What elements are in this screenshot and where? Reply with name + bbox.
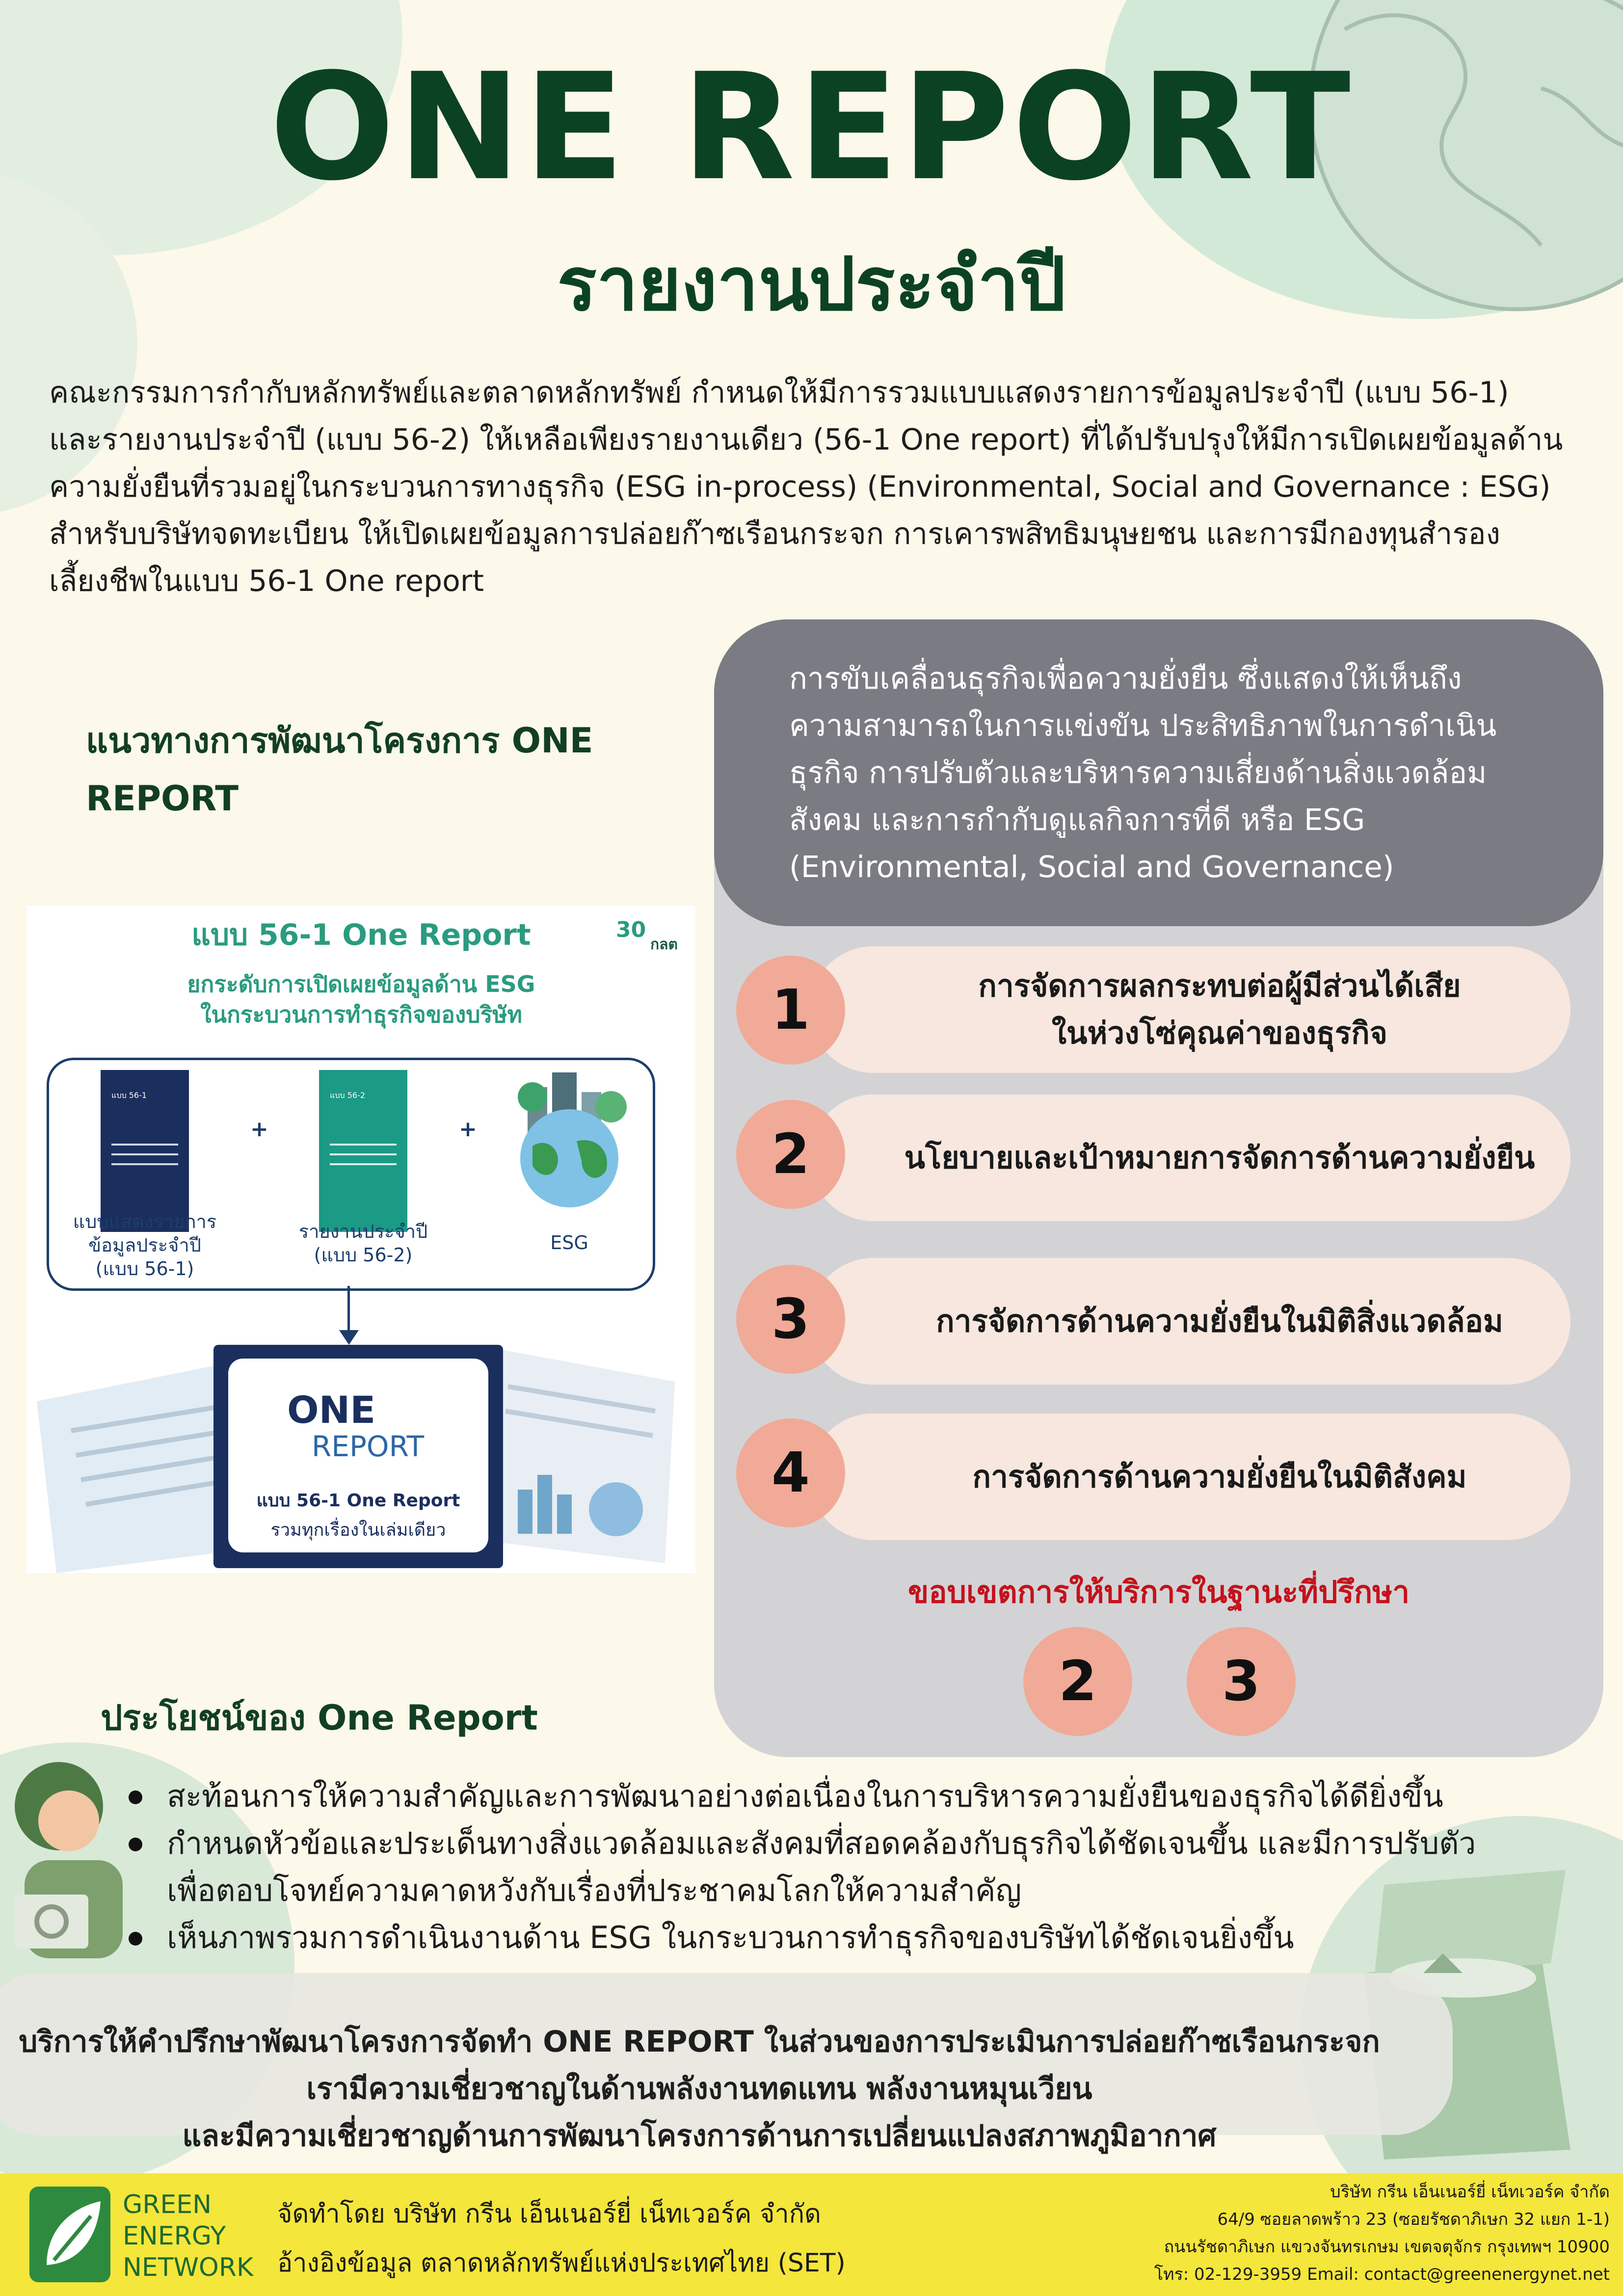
benefit-line: เพื่อตอบโจทย์ความคาดหวังกับเรื่องที่ประชาคมโลกให้ความสำคัญ bbox=[167, 1872, 1022, 1908]
arrow-down-icon bbox=[347, 1286, 350, 1333]
scope-number: 3 bbox=[1187, 1627, 1296, 1736]
company-address bbox=[1099, 2178, 1610, 2288]
logo-line: NETWORK bbox=[123, 2253, 254, 2282]
book-tag: แบบ 56-2 bbox=[330, 1091, 366, 1100]
panel-text-line: ความสามารถในการแข่งขัน ประสิทธิภาพในการดำเนิน bbox=[789, 708, 1497, 743]
intro-line: สำหรับบริษัทจดทะเบียน ให้เปิดเผยข้อมูลการปล่อยก๊าซเรือนกระจก การเคารพสิทธิมนุษยชน และการมีกองทุนสำรอง bbox=[49, 517, 1500, 551]
esg-panel-text bbox=[789, 655, 1555, 891]
company-logo-text bbox=[123, 2189, 253, 2283]
panel-text-line: การขับเคลื่อนธุรกิจเพื่อความยั่งยืน ซึ่งแสดงให้เห็นถึง bbox=[789, 661, 1462, 696]
made-by-text: จัดทำโดย บริษัท กรีน เอ็นเนอร์ยี่ เน็ทเวอร์ค จำกัด bbox=[277, 2199, 821, 2229]
panel-text-line: (Environmental, Social and Governance) bbox=[789, 850, 1394, 884]
intro-line: และรายงานประจำปี (แบบ 56-2) ให้เหลือเพียงรายงานเดียว (56-1 One report) ที่ได้ปรับปรุงให้มีการเปิดเผยข้อมูลด้าน bbox=[49, 423, 1563, 457]
item-label-line: (แบบ 56-2) bbox=[314, 1244, 413, 1266]
one-report-infographic bbox=[27, 906, 695, 1573]
page-subtitle: รายงานประจำปี bbox=[557, 242, 1066, 327]
book-tag: แบบ 56-1 bbox=[111, 1091, 147, 1100]
esg-item-4 bbox=[810, 1414, 1570, 1540]
service-line: เรามีความเชี่ยวชาญในด้านพลังงานทดแทน พลังงานหมุนเวียน bbox=[306, 2072, 1092, 2106]
benefit-line: เห็นภาพรวมการดำเนินงานด้าน ESG ในกระบวนการทำธุรกิจของบริษัทได้ชัดเจนยิ่งขึ้น bbox=[167, 1920, 1294, 1955]
development-heading bbox=[86, 712, 675, 828]
sec-logo bbox=[616, 915, 685, 955]
benefits-list bbox=[123, 1773, 1546, 1961]
scope-title: ขอบเขตการให้บริการในฐานะที่ปรึกษา bbox=[907, 1574, 1410, 1610]
one-report-book-line: แบบ 56-1 One Report bbox=[256, 1491, 460, 1511]
item-56-1-label bbox=[52, 1210, 238, 1281]
intro-line: คณะกรรมการกำกับหลักทรัพย์และตลาดหลักทรัพย์ กำหนดให้มีการรวมแบบแสดงรายการข้อมูลประจำปี (แบบ 56-1) bbox=[49, 375, 1509, 410]
one-report-report: REPORT bbox=[312, 1430, 425, 1463]
panel-text-line: ธุรกิจ การปรับตัวและบริหารความเสี่ยงด้านสิ่งแวดล้อม bbox=[789, 755, 1487, 790]
service-text bbox=[0, 2018, 1399, 2160]
scope-number: 2 bbox=[1023, 1627, 1132, 1736]
infographic-title: แบบ 56-1 One Report bbox=[191, 918, 531, 952]
plus-icon: + bbox=[250, 1117, 268, 1142]
esg-item-line: การจัดการด้านความยั่งยืนในมิติสิ่งแวดล้อม bbox=[936, 1303, 1503, 1339]
logo-line: GREEN bbox=[123, 2190, 212, 2219]
esg-item-line: การจัดการผลกระทบต่อผู้มีส่วนได้เสีย bbox=[978, 968, 1461, 1004]
esg-item-line: ในห่วงโซ่คุณค่าของธุรกิจ bbox=[1051, 1015, 1388, 1051]
reference-text: อ้างอิงข้อมูล ตลาดหลักทรัพย์แห่งประเทศไทย (SET) bbox=[277, 2248, 846, 2278]
infographic-subtitle: ในกระบวนการทำธุรกิจของบริษัท bbox=[200, 1001, 522, 1028]
list-item bbox=[123, 1773, 1546, 1820]
service-line: และมีความเชี่ยวชาญด้านการพัฒนาโครงการด้านการเปลี่ยนแปลงสภาพภูมิอากาศ bbox=[182, 2119, 1217, 2153]
item-label-line: แบบแสดงรายการ bbox=[73, 1211, 217, 1232]
one-report-book-line: รวมทุกเรื่องในเล่มเดียว bbox=[270, 1520, 446, 1540]
book-56-1-icon bbox=[101, 1070, 189, 1232]
esg-item-number: 1 bbox=[736, 956, 845, 1065]
item-56-2-label bbox=[267, 1220, 459, 1267]
item-label-line: รายงานประจำปี bbox=[298, 1221, 428, 1242]
intro-line: ความยั่งยืนที่รวมอยู่ในกระบวนการทางธุรกิจ (ESG in-process) (Environmental, Social and Governance : ESG) bbox=[49, 470, 1551, 504]
one-report-cover bbox=[228, 1359, 488, 1552]
intro-line: เลี้ยงชีพในแบบ 56-1 One report bbox=[49, 564, 484, 598]
item-label-line: ข้อมูลประจำปี bbox=[88, 1234, 201, 1256]
logo-line: ENERGY bbox=[123, 2221, 226, 2251]
address-line: ถนนรัชดาภิเษก แขวงจันทรเกษม เขตจตุจักร กรุงเทพฯ 10900 bbox=[1164, 2237, 1610, 2257]
sec-logo-number: 30 bbox=[616, 917, 646, 942]
esg-item-number: 2 bbox=[736, 1100, 845, 1209]
list-item bbox=[123, 1914, 1546, 1961]
address-line: บริษัท กรีน เอ็นเนอร์ยี่ เน็ทเวอร์ค จำกัด bbox=[1330, 2182, 1610, 2202]
infographic-subtitle: ยกระดับการเปิดเผยข้อมูลด้าน ESG bbox=[187, 971, 535, 997]
book-56-2-icon bbox=[319, 1070, 407, 1232]
esg-item-2 bbox=[810, 1095, 1570, 1221]
one-report-book bbox=[213, 1345, 503, 1568]
benefit-line: กำหนดหัวข้อและประเด็นทางสิ่งแวดล้อมและสังคมที่สอดคล้องกับธุรกิจได้ชัดเจนขึ้น และมีการปรับตัว bbox=[167, 1825, 1476, 1861]
contact-line[interactable]: โทร: 02-129-3959 Email: contact@greenenergynet.net bbox=[1154, 2265, 1610, 2284]
benefits-heading: ประโยชน์ของ One Report bbox=[101, 1698, 538, 1738]
plus-icon: + bbox=[459, 1117, 477, 1142]
item-esg-label: ESG bbox=[550, 1232, 588, 1254]
esg-item-1 bbox=[810, 946, 1570, 1073]
panel-text-line: สังคม และการกำกับดูแลกิจการที่ดี หรือ ESG bbox=[789, 802, 1365, 837]
development-heading-line: แนวทางการพัฒนาโครงการ ONE bbox=[86, 721, 593, 761]
esg-item-line: การจัดการด้านความยั่งยืนในมิติสังคม bbox=[972, 1459, 1467, 1495]
list-item bbox=[123, 1820, 1546, 1914]
esg-item-3 bbox=[810, 1258, 1570, 1385]
esg-item-number: 3 bbox=[736, 1265, 845, 1374]
item-label-line: (แบบ 56-1) bbox=[95, 1258, 194, 1280]
page-title: ONE REPORT bbox=[269, 42, 1354, 213]
service-line: บริการให้คำปรึกษาพัฒนาโครงการจัดทำ ONE REPORT ในส่วนของการประเมินการปล่อยก๊าซเรือนกระจก bbox=[19, 2025, 1380, 2059]
intro-paragraph bbox=[49, 369, 1585, 605]
development-heading-line: REPORT bbox=[86, 778, 239, 819]
green-energy-leaf-logo-icon bbox=[27, 2177, 113, 2290]
benefit-line: สะท้อนการให้ความสำคัญและการพัฒนาอย่างต่อเนื่องในการบริหารความยั่งยืนของธุรกิจได้ดียิ่งขึ้น bbox=[167, 1778, 1443, 1814]
esg-item-line: นโยบายและเป้าหมายการจัดการด้านความยั่งยืน bbox=[904, 1140, 1535, 1175]
one-report-one: ONE bbox=[287, 1388, 376, 1432]
esg-city-globe-icon bbox=[498, 1068, 640, 1210]
address-line: 64/9 ซอยลาดพร้าว 23 (ซอยรัชดาภิเษก 32 แยก 1-1) bbox=[1217, 2210, 1610, 2229]
esg-item-number: 4 bbox=[736, 1418, 845, 1527]
person-illustration-icon bbox=[0, 1747, 128, 1973]
sec-logo-text: กลต bbox=[650, 936, 678, 953]
